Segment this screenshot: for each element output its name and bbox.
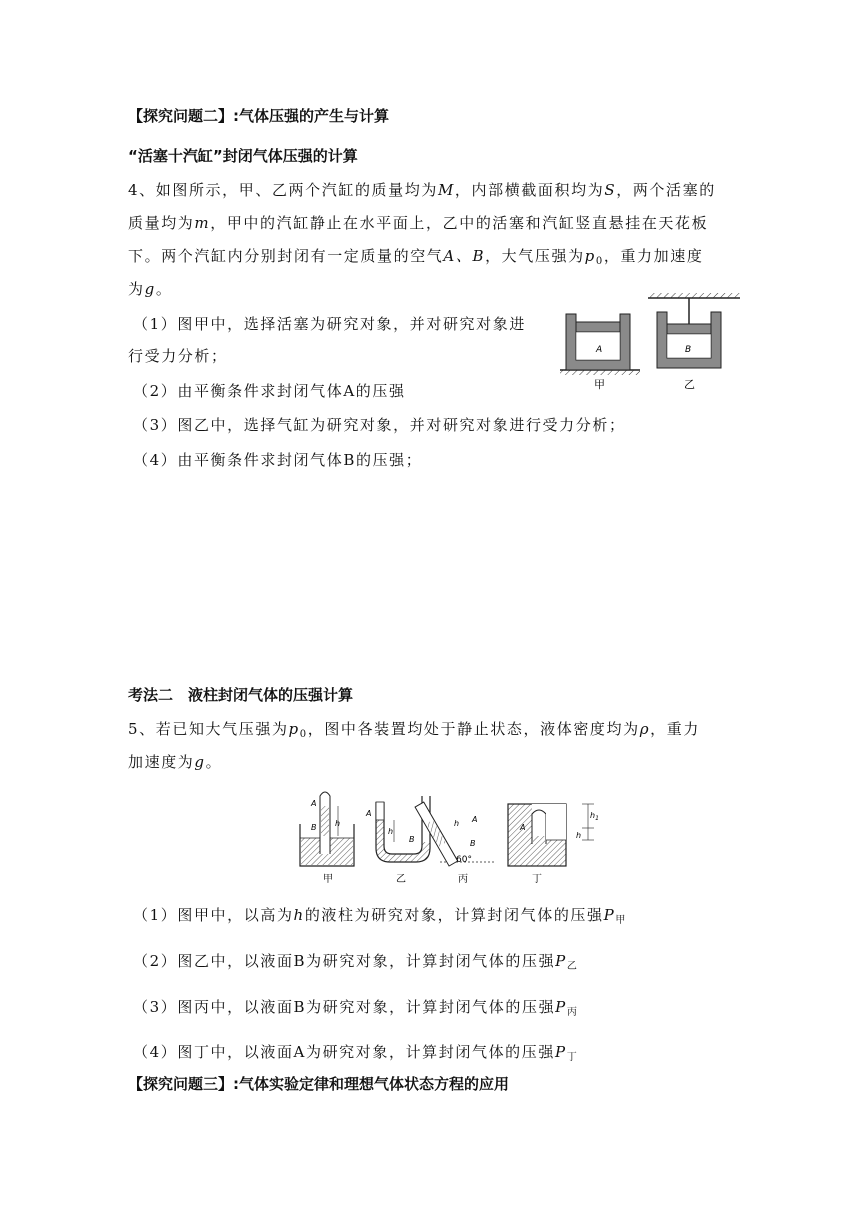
subsection-title-piston: “活塞十汽缸”封闭气体压强的计算 xyxy=(128,147,358,165)
device-ding xyxy=(508,804,599,885)
q4-sub-3: （3）图乙中，选择气缸为研究对象，并对研究对象进行受力分析； xyxy=(133,416,626,434)
label-b: B xyxy=(470,839,476,848)
q4-line-3: 下。两个汽缸内分别封闭有一定质量的空气A、B，大气压强为$p_0$，重力加速度 xyxy=(128,247,704,267)
q4-sub-4: （4）由平衡条件求封闭气体B的压强； xyxy=(133,451,423,469)
q4-line-1: 4、如图所示，甲、乙两个汽缸的质量均为M，内部横截面积均为S，两个活塞的 xyxy=(128,181,716,199)
fig-label-ding: 丁 xyxy=(532,874,542,885)
label-h1: $h_1$ xyxy=(590,811,599,822)
label-a: A xyxy=(520,823,526,832)
gas-label-a: A xyxy=(596,345,603,355)
q5-sub-4: （4）图丁中，以液面A为研究对象，计算封闭气体的压强$P_丁$ xyxy=(133,1043,579,1063)
q5-figure-liquid-columns xyxy=(296,784,612,888)
fig-label-yi: 乙 xyxy=(396,874,406,885)
label-angle: 60° xyxy=(456,855,472,865)
q4-sub-2: （2）由平衡条件求封闭气体A的压强 xyxy=(133,382,406,400)
fig-label-bing: 丙 xyxy=(458,874,468,885)
gas-label-b: B xyxy=(685,345,692,355)
subsection-title-liquid-column: 考法二 液柱封闭气体的压强计算 xyxy=(128,686,354,704)
cylinder-jia xyxy=(560,314,640,390)
q5-sub-1: （1）图甲中，以高为h的液柱为研究对象，计算封闭气体的压强$P_甲$ xyxy=(133,906,627,926)
fig-label-jia: 甲 xyxy=(594,378,605,390)
q5-line-1: 5、若已知大气压强为$p_0$，图中各装置均处于静止状态，液体密度均为ρ，重力 xyxy=(128,720,700,740)
section-title: 【探究问题二】:气体压强的产生与计算 xyxy=(128,107,390,125)
q4-line-4: 为g。 xyxy=(128,280,173,298)
device-jia xyxy=(300,792,354,885)
label-h: h xyxy=(335,819,341,828)
label-a: A xyxy=(366,809,372,818)
label-a: A xyxy=(472,815,478,824)
q4-sub-1a: （1）图甲中，选择活塞为研究对象，并对研究对象进 xyxy=(133,315,526,333)
fig-label-jia: 甲 xyxy=(323,874,333,885)
q5-sub-3: （3）图丙中，以液面B为研究对象，计算封闭气体的压强$P_丙$ xyxy=(133,998,579,1018)
q5-line-2: 加速度为g。 xyxy=(128,753,223,771)
q4-sub-1b: 行受力分析； xyxy=(128,347,228,365)
q4-figure-cylinders xyxy=(558,290,748,390)
label-a: A xyxy=(311,799,317,808)
label-h: h xyxy=(576,831,582,840)
q4-line-2: 质量均为m，甲中的汽缸静止在水平面上，乙中的活塞和汽缸竖直悬挂在天花板 xyxy=(128,214,709,232)
label-h: h xyxy=(454,819,460,828)
label-b: B xyxy=(311,823,317,832)
section-title-3: 【探究问题三】:气体实验定律和理想气体状态方程的应用 xyxy=(128,1075,510,1093)
cylinder-yi xyxy=(648,293,740,390)
q5-sub-2: （2）图乙中，以液面B为研究对象，计算封闭气体的压强$P_乙$ xyxy=(133,952,579,972)
fig-label-yi: 乙 xyxy=(684,378,695,390)
label-h: h xyxy=(388,827,394,836)
label-b: B xyxy=(409,835,415,844)
